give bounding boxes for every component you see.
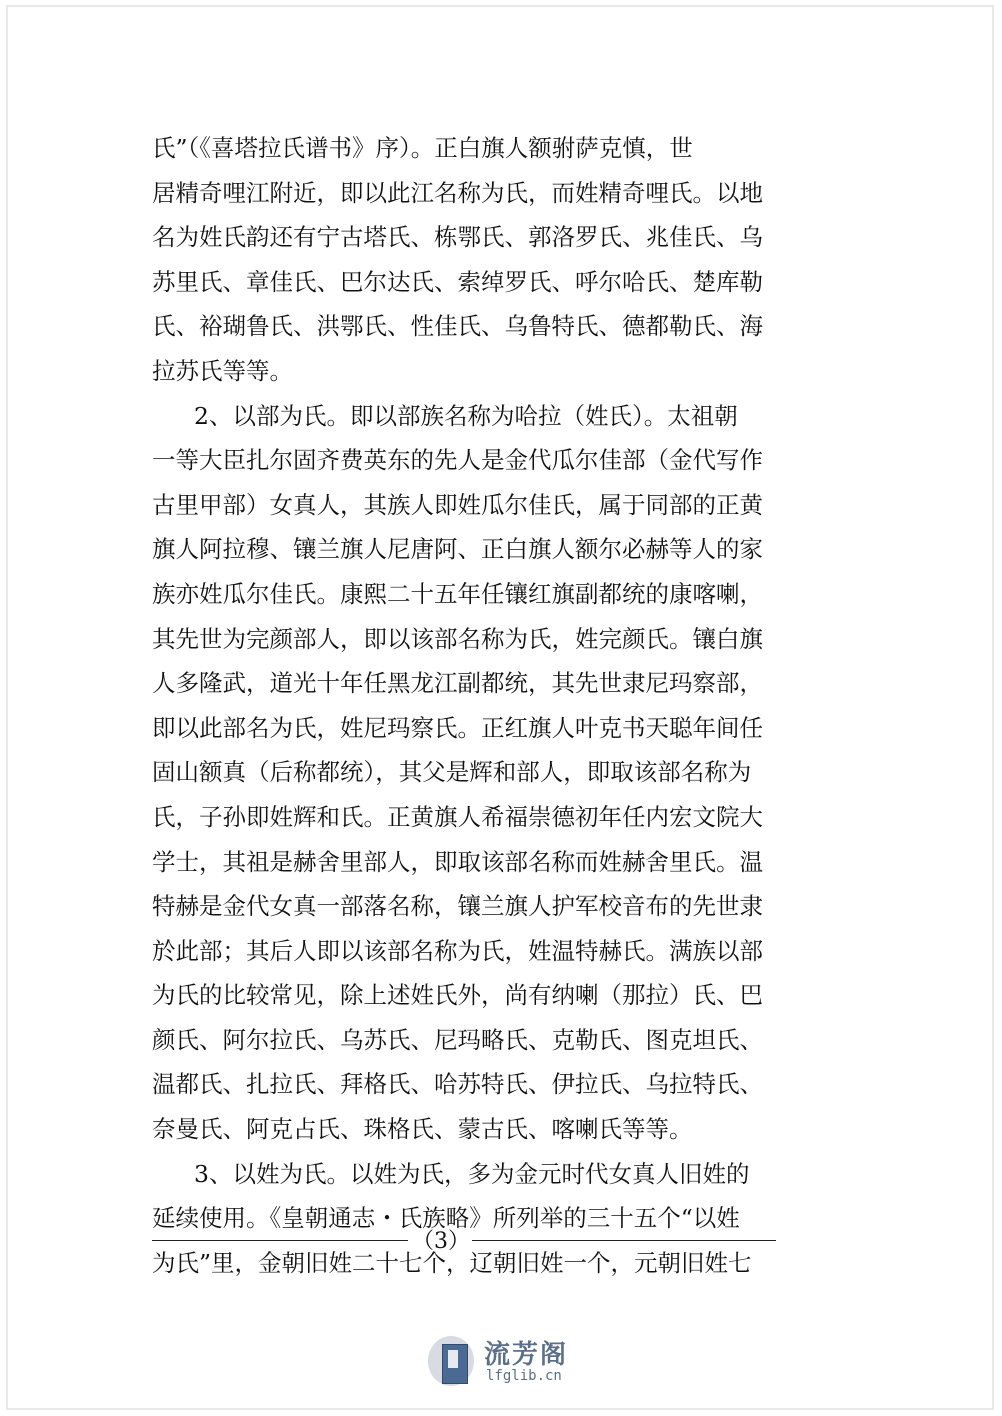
page-rule-right bbox=[472, 1240, 776, 1241]
text-line: 2、以部为氏。即以部族名称为哈拉（姓氏）。太祖朝 bbox=[194, 401, 738, 430]
book-icon bbox=[428, 1336, 474, 1386]
text-line: 为氏的比较常见，除上述姓氏外，尚有纳喇（那拉）氏、巴 bbox=[152, 981, 763, 1010]
text-line: 奈曼氏、阿克占氏、珠格氏、蒙古氏、喀喇氏等等。 bbox=[152, 1115, 693, 1144]
text-line: 固山额真（后称都统），其父是辉和部人，即取该部名称为 bbox=[152, 758, 752, 787]
text-line: 为氏”里，金朝旧姓二十七个，辽朝旧姓一个，元朝旧姓七 bbox=[152, 1248, 752, 1277]
text-line: 苏里氏、章佳氏、巴尔达氏、索绰罗氏、呼尔哈氏、楚库勒 bbox=[152, 267, 763, 296]
text-line: 学士，其祖是赫舍里部人，即取该部名称而姓赫舍里氏。温 bbox=[152, 847, 763, 876]
page-rule-left bbox=[152, 1240, 408, 1241]
watermark-logo bbox=[424, 1334, 584, 1394]
text-line: 特赫是金代女真一部落名称，镶兰旗人护军校音布的先世隶 bbox=[152, 892, 763, 921]
watermark-title: 流芳阁 bbox=[484, 1340, 569, 1370]
text-line: 一等大臣扎尔固齐费英东的先人是金代瓜尔佳部（金代写作 bbox=[152, 446, 763, 475]
text-line: 3、以姓为氏。以姓为氏，多为金元时代女真人旧姓的 bbox=[194, 1159, 750, 1188]
text-line: 居精奇哩江附近，即以此江名称为氏，而姓精奇哩氏。以地 bbox=[152, 178, 763, 207]
text-line: 於此部；其后人即以该部名称为氏，姓温特赫氏。满族以部 bbox=[152, 936, 763, 965]
text-line: 延续使用。《皇朝通志・氏族略》所列举的三十五个“以姓 bbox=[152, 1204, 740, 1233]
text-line: 旗人阿拉穆、镶兰旗人尼唐阿、正白旗人额尔必赫等人的家 bbox=[152, 535, 763, 564]
text-line: 古里甲部）女真人，其族人即姓瓜尔佳氏，属于同部的正黄 bbox=[152, 490, 763, 519]
text-line: 温都氏、扎拉氏、拜格氏、哈苏特氏、伊拉氏、乌拉特氏、 bbox=[152, 1070, 763, 1099]
page-number: （3） bbox=[412, 1229, 470, 1254]
text-line: 名为姓氏韵还有宁古塔氏、栋鄂氏、郭洛罗氏、兆佳氏、乌 bbox=[152, 223, 763, 252]
text-line: 即以此部名为氏，姓尼玛察氏。正红旗人叶克书天聪年间任 bbox=[152, 713, 763, 742]
watermark-url: lfglib.cn bbox=[486, 1368, 562, 1384]
body-text bbox=[152, 126, 772, 1285]
text-line: 氏”（《喜塔拉氏谱书》序）。正白旗人额驸萨克慎，世 bbox=[152, 134, 693, 162]
text-line: 人多隆武，道光十年任黑龙江副都统，其先世隶尼玛察部， bbox=[152, 669, 763, 698]
book-label bbox=[448, 1350, 458, 1368]
text-line: 氏、裕瑚鲁氏、洪鄂氏、性佳氏、乌鲁特氏、德都勒氏、海 bbox=[152, 312, 763, 341]
text-line: 族亦姓瓜尔佳氏。康熙二十五年任镶红旗副都统的康喀喇， bbox=[152, 579, 763, 608]
text-line: 其先世为完颜部人，即以该部名称为氏，姓完颜氏。镶白旗 bbox=[152, 624, 763, 653]
text-line: 颜氏、阿尔拉氏、乌苏氏、尼玛略氏、克勒氏、图克坦氏、 bbox=[152, 1025, 763, 1054]
text-line: 拉苏氏等等。 bbox=[152, 356, 293, 385]
text-line: 氏，子孙即姓辉和氏。正黄旗人希福崇德初年任内宏文院大 bbox=[152, 802, 763, 831]
